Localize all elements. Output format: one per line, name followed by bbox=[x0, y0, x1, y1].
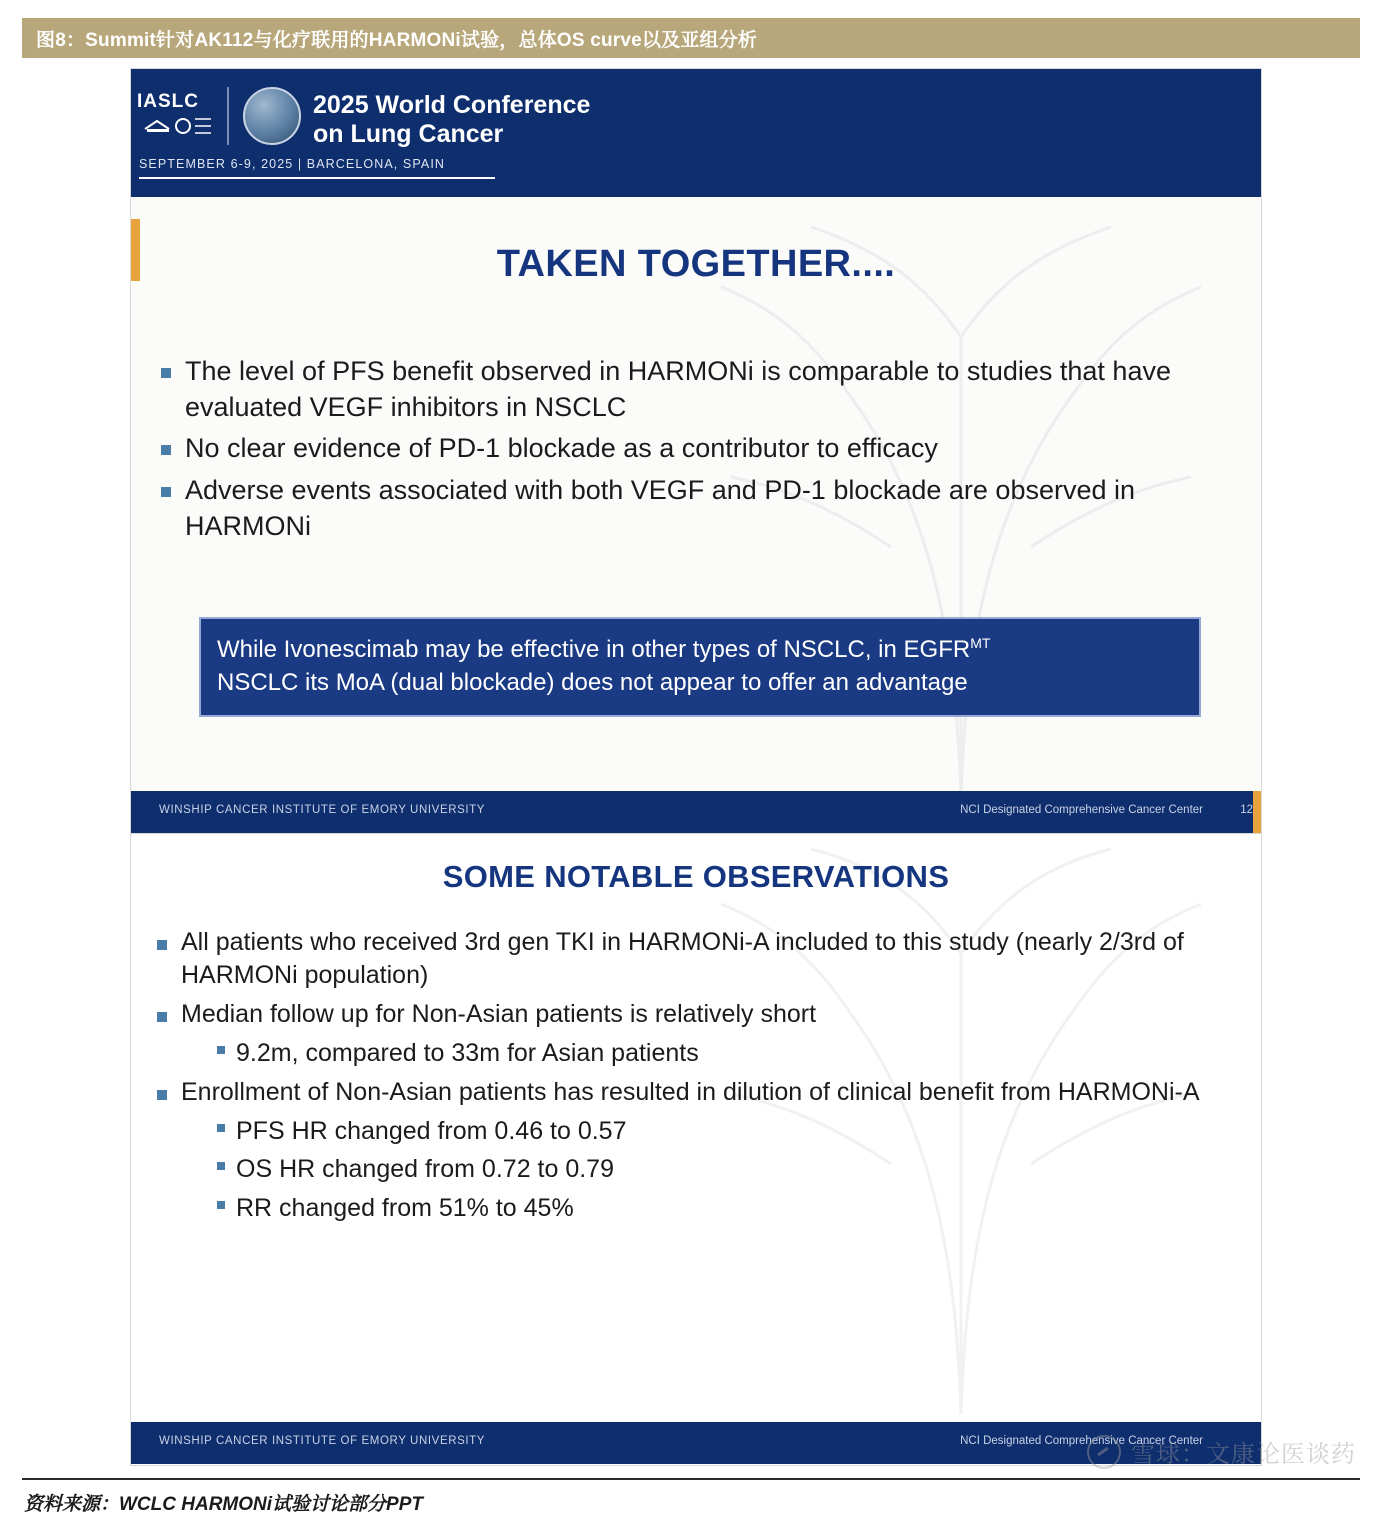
conference-title-line2: on Lung Cancer bbox=[313, 119, 504, 148]
sub-bullet-item bbox=[217, 1192, 1237, 1225]
conference-date-location: SEPTEMBER 6-9, 2025 | BARCELONA, SPAIN bbox=[139, 157, 495, 179]
slide2-bullet-list bbox=[157, 926, 1237, 1230]
figure-caption-text: 图8：Summit针对AK112与化疗联用的HARMONi试验，总体OS curve以及亚组分析 bbox=[36, 29, 758, 51]
bullet-item bbox=[161, 431, 1231, 467]
slide1-footer-accent bbox=[1253, 791, 1261, 833]
bullet-item bbox=[161, 473, 1231, 544]
sub-bullet-text: 9.2m, compared to 33m for Asian patients bbox=[236, 1039, 699, 1067]
footer-institution: WINSHIP CANCER INSTITUTE OF EMORY UNIVERSITY bbox=[159, 1435, 486, 1447]
bullet-square-icon bbox=[161, 445, 171, 455]
bullet-square-icon bbox=[157, 940, 167, 950]
source-divider bbox=[22, 1478, 1360, 1480]
bullet-square-icon bbox=[161, 487, 171, 497]
sub-bullet-list bbox=[217, 1115, 1237, 1225]
conference-title-line1: 2025 World Conference bbox=[313, 91, 591, 119]
footer-designation: NCI Designated Comprehensive Cancer Center bbox=[960, 1435, 1203, 1447]
callout-line1: While Ivonescimab may be effective in other types of NSCLC, in EGFR bbox=[217, 636, 971, 663]
bullet-square-icon bbox=[157, 1012, 167, 1022]
bullet-square-icon bbox=[217, 1201, 225, 1209]
figure-caption-bar bbox=[22, 18, 1360, 58]
footer-designation: NCI Designated Comprehensive Cancer Center bbox=[960, 804, 1203, 816]
iaslc-emblem-icon bbox=[141, 115, 217, 137]
bullet-item bbox=[157, 1076, 1237, 1109]
bullet-text: Median follow up for Non-Asian patients is relatively short bbox=[181, 1000, 817, 1028]
bullet-square-icon bbox=[217, 1046, 225, 1054]
slide1-bullet-list bbox=[161, 354, 1231, 550]
sub-bullet-item bbox=[217, 1115, 1237, 1148]
bullet-square-icon bbox=[161, 368, 171, 378]
sub-bullet-item bbox=[217, 1037, 1237, 1070]
bullet-square-icon bbox=[217, 1124, 225, 1132]
conference-title bbox=[313, 91, 590, 149]
xueqiu-logo-icon bbox=[1087, 1435, 1121, 1469]
bullet-item bbox=[157, 998, 1237, 1031]
bullet-item bbox=[157, 926, 1237, 992]
sub-bullet-list bbox=[217, 1037, 1237, 1070]
slide2-title: SOME NOTABLE OBSERVATIONS bbox=[442, 859, 950, 894]
globe-icon bbox=[243, 87, 301, 145]
callout-line2: NSCLC its MoA (dual blockade) does not appear to offer an advantage bbox=[217, 669, 968, 697]
callout-superscript: MT bbox=[970, 635, 991, 651]
bullet-text: Enrollment of Non-Asian patients has resulted in dilution of clinical benefit from HARMONi-A bbox=[181, 1077, 1200, 1106]
watermark bbox=[1087, 1434, 1356, 1469]
iaslc-logo-text: IASLC bbox=[137, 91, 199, 112]
sub-bullet-item bbox=[217, 1153, 1237, 1186]
slide1-header-band bbox=[131, 69, 1261, 197]
slide1-callout-box bbox=[199, 617, 1201, 717]
bullet-text: All patients who received 3rd gen TKI in HARMONi-A included to this study (nearly 2/3rd of HARMONi population) bbox=[181, 928, 1184, 989]
header-divider bbox=[227, 87, 229, 145]
bullet-text: Adverse events associated with both VEGF and PD-1 blockade are observed in HARMONi bbox=[185, 474, 1136, 541]
bullet-square-icon bbox=[157, 1090, 167, 1100]
bullet-text: No clear evidence of PD-1 blockade as a contributor to efficacy bbox=[185, 433, 938, 464]
footer-page-number: 12 bbox=[1240, 804, 1253, 816]
sub-bullet-text: RR changed from 51% to 45% bbox=[236, 1193, 574, 1222]
watermark-text: 雪球：文康论医谈药 bbox=[1131, 1441, 1356, 1468]
bullet-text: The level of PFS benefit observed in HARMONi is comparable to studies that have evaluated VEGF inhibitors in NSCLC bbox=[185, 356, 1171, 422]
slide-taken-together bbox=[130, 68, 1262, 835]
sub-bullet-text: OS HR changed from 0.72 to 0.79 bbox=[236, 1155, 614, 1183]
footer-institution: WINSHIP CANCER INSTITUTE OF EMORY UNIVERSITY bbox=[159, 804, 486, 816]
bullet-square-icon bbox=[217, 1162, 225, 1170]
source-text: 资料来源：WCLC HARMONi试验讨论部分PPT bbox=[24, 1494, 423, 1515]
slide1-footer-band bbox=[131, 791, 1261, 833]
sub-bullet-text: PFS HR changed from 0.46 to 0.57 bbox=[236, 1116, 627, 1145]
bullet-item bbox=[161, 354, 1231, 425]
slide1-title: TAKEN TOGETHER.... bbox=[496, 243, 896, 285]
slide-notable-observations bbox=[130, 833, 1262, 1466]
